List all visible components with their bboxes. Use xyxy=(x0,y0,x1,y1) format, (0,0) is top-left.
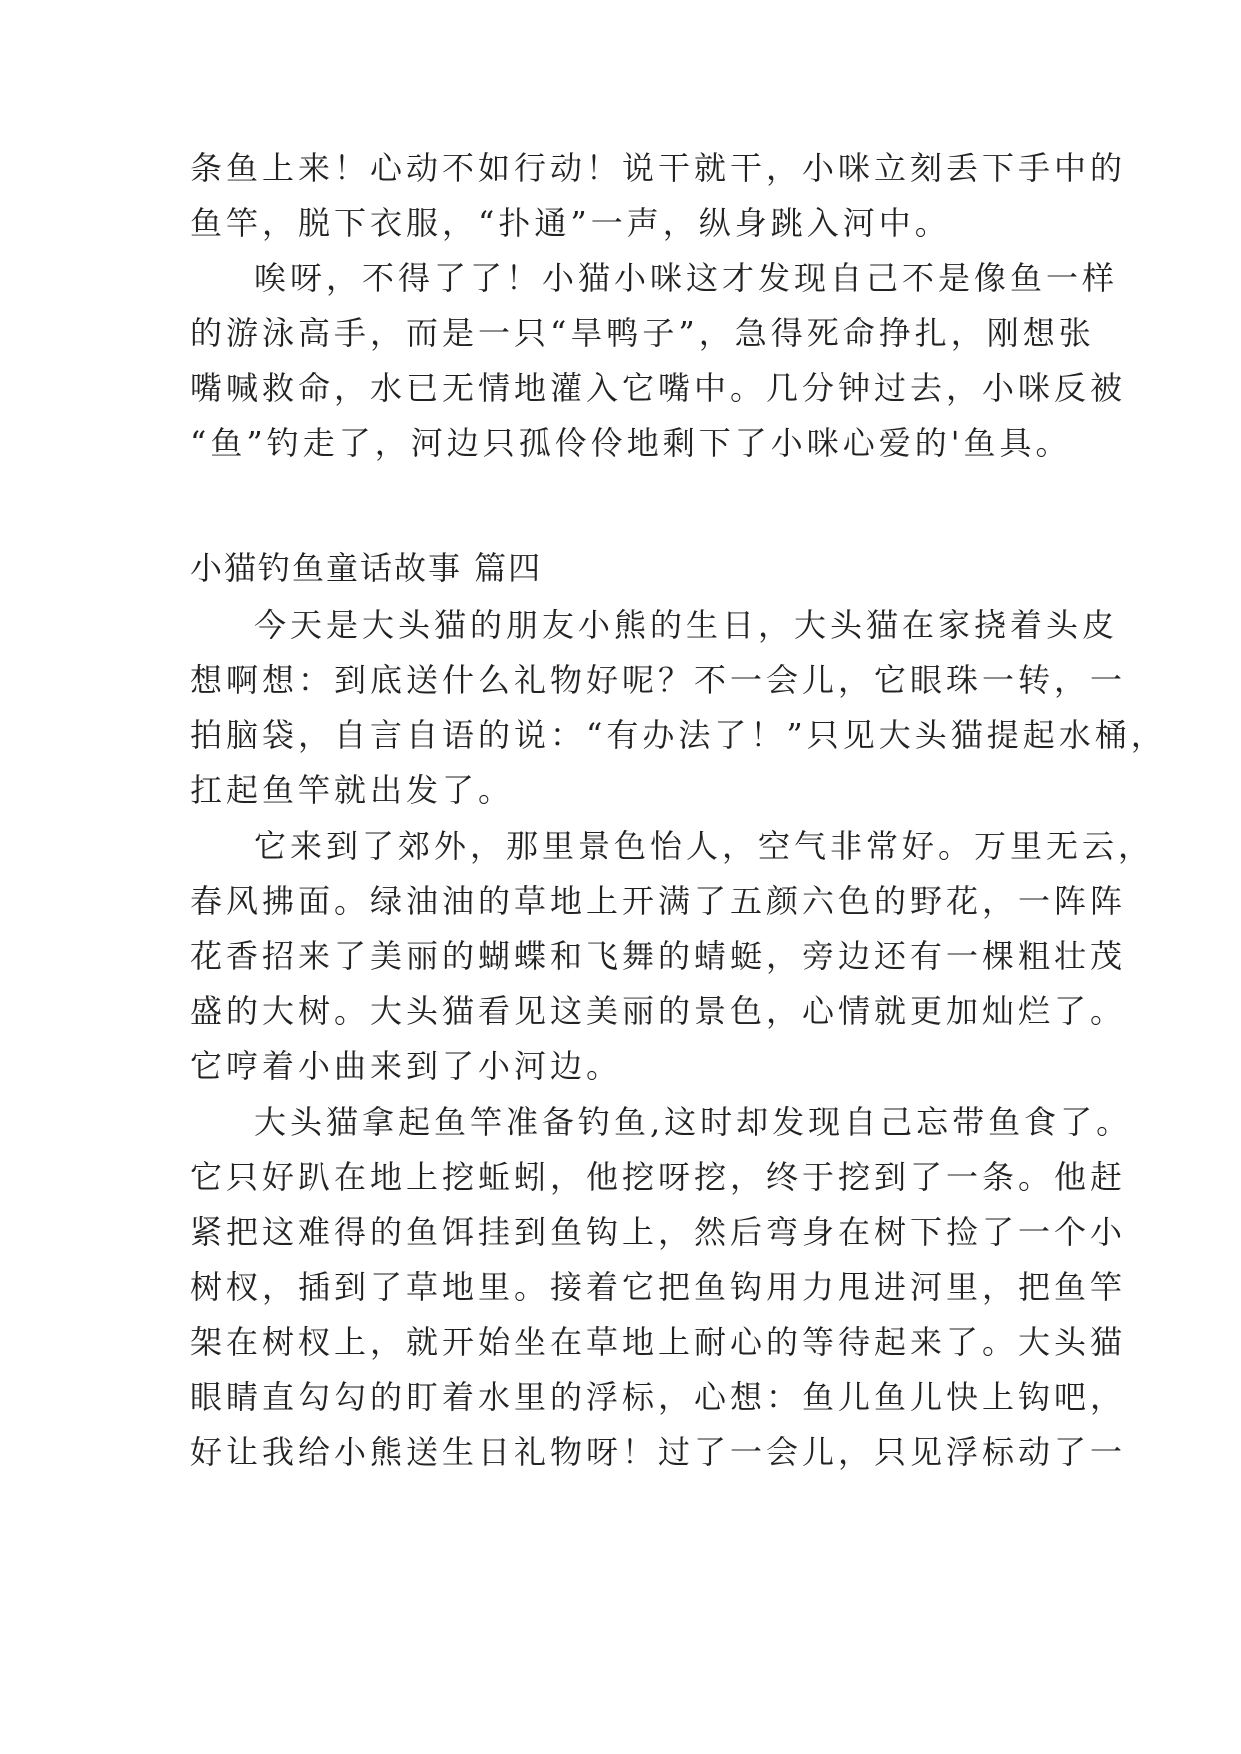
text-line: “鱼”钓走了，河边只孤伶伶地剩下了小咪心爱的'鱼具。 xyxy=(190,424,1072,462)
text-line: 眼睛直勾勾的盯着水里的浮标，心想：鱼儿鱼儿快上钩吧， xyxy=(190,1378,1127,1416)
text-line: 盛的大树。大头猫看见这美丽的景色，心情就更加灿烂了。 xyxy=(190,992,1127,1030)
text-line: 鱼竿，脱下衣服，“扑通”一声，纵身跳入河中。 xyxy=(190,204,951,242)
section-title: 小猫钓鱼童话故事 篇四 xyxy=(190,549,543,587)
text-line: 它哼着小曲来到了小河边。 xyxy=(190,1047,623,1085)
text-line: 春风拂面。绿油油的草地上开满了五颜六色的野花，一阵阵 xyxy=(190,882,1127,920)
text-line: 想啊想：到底送什么礼物好呢？不一会儿，它眼珠一转，一 xyxy=(190,661,1127,699)
text-line: 树杈，插到了草地里。接着它把鱼钩用力甩进河里，把鱼竿 xyxy=(190,1268,1127,1306)
text-line: 架在树杈上，就开始坐在草地上耐心的等待起来了。大头猫 xyxy=(190,1323,1127,1361)
text-line: 它来到了郊外，那里景色怡人，空气非常好。万里无云， xyxy=(254,827,1155,865)
text-line: 唉呀，不得了了！小猫小咪这才发现自己不是像鱼一样 xyxy=(254,259,1119,297)
text-line: 它只好趴在地上挖蚯蚓，他挖呀挖，终于挖到了一条。他赶 xyxy=(190,1158,1127,1196)
text-line: 花香招来了美丽的蝴蝶和飞舞的蜻蜓，旁边还有一棵粗壮茂 xyxy=(190,937,1127,975)
text-line: 条鱼上来！心动不如行动！说干就干，小咪立刻丢下手中的 xyxy=(190,149,1127,187)
text-line: 今天是大头猫的朋友小熊的生日，大头猫在家挠着头皮 xyxy=(254,606,1119,644)
text-line: 扛起鱼竿就出发了。 xyxy=(190,771,515,809)
text-line: 拍脑袋，自言自语的说：“有办法了！”只见大头猫提起水桶， xyxy=(190,716,1167,754)
text-line: 好让我给小熊送生日礼物呀！过了一会儿，只见浮标动了一 xyxy=(190,1433,1127,1471)
text-line: 嘴喊救命，水已无情地灌入它嘴中。几分钟过去，小咪反被 xyxy=(190,369,1127,407)
text-line: 的游泳高手，而是一只“旱鸭子”，急得死命挣扎，刚想张 xyxy=(190,314,1095,352)
text-line: 大头猫拿起鱼竿准备钓鱼,这时却发现自己忘带鱼食了。 xyxy=(254,1103,1133,1141)
text-line: 紧把这难得的鱼饵挂到鱼钩上，然后弯身在树下捡了一个小 xyxy=(190,1213,1127,1251)
